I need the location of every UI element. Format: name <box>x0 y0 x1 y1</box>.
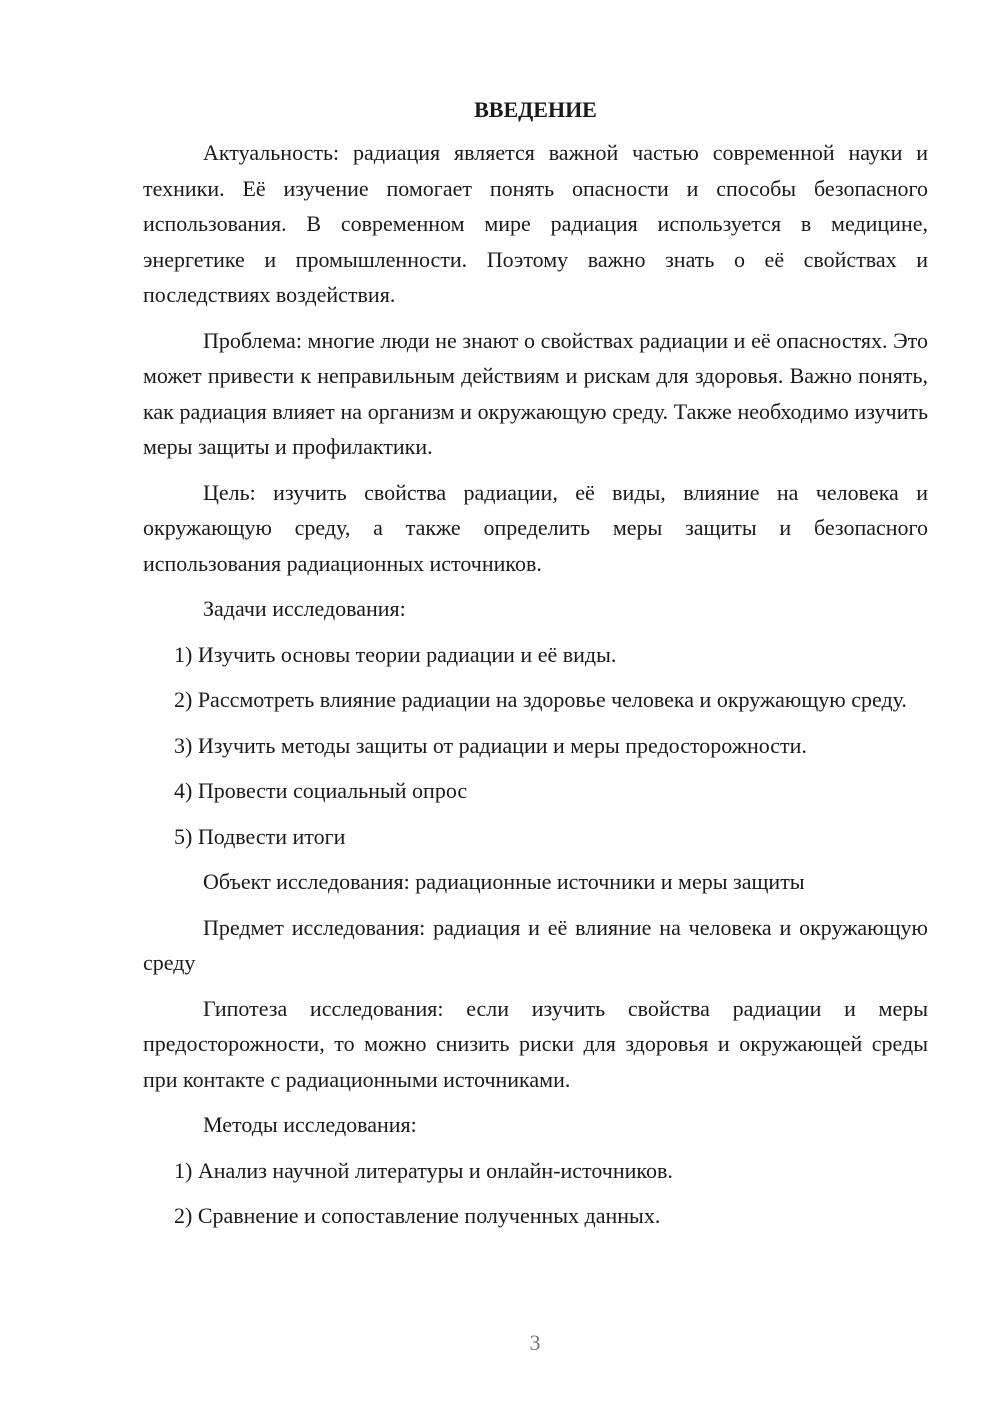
task-item: 5) Подвести итоги <box>174 823 346 849</box>
relevance-paragraph: Актуальность: радиация является важной частью современной науки и техники. Её изучение помогает понять опасности и способы безопасного использования. В современном мире радиация используется в медицине, энергетике и промышленности. Поэтому важно знать о её свойствах и последствиях воздействия. <box>143 140 928 307</box>
problem-paragraph: Проблема: многие люди не знают о свойствах радиации и её опасностях. Это может привести к неправильным действиям и рискам для здоровья. Важно понять, как радиация влияет на организм и окружающую среду. Также необходимо изучить меры защиты и профилактики. <box>143 327 928 459</box>
method-item: 1) Анализ научной литературы и онлайн-источников. <box>174 1157 673 1183</box>
methods-label: Методы исследования: <box>203 1112 417 1137</box>
page-number: 3 <box>529 1330 541 1355</box>
object-paragraph: Объект исследования: радиационные источники и меры защиты <box>203 869 805 894</box>
document-page <box>143 92 928 1244</box>
task-item: 2) Рассмотреть влияние радиации на здоровье человека и окружающую среду. <box>174 687 907 712</box>
subject-paragraph: Предмет исследования: радиация и её влияние на человека и окружающую среду <box>143 914 928 975</box>
task-item: 4) Провести социальный опрос <box>174 778 468 803</box>
section-heading: ВВЕДЕНИЕ <box>474 97 597 122</box>
task-item: 1) Изучить основы теории радиации и её виды. <box>174 641 617 667</box>
hypothesis-paragraph: Гипотеза исследования: если изучить свойства радиации и меры предосторожности, то можно снизить риски для здоровья и окружающей среды при контакте с радиационными источниками. <box>143 995 928 1092</box>
task-item: 3) Изучить методы защиты от радиации и меры предосторожности. <box>174 732 807 758</box>
method-item: 2) Сравнение и сопоставление полученных данных. <box>174 1203 661 1228</box>
tasks-label: Задачи исследования: <box>203 596 406 621</box>
goal-paragraph: Цель: изучить свойства радиации, её виды, влияние на человека и окружающую среду, а также определить меры защиты и безопасного использования радиационных источников. <box>143 479 928 576</box>
